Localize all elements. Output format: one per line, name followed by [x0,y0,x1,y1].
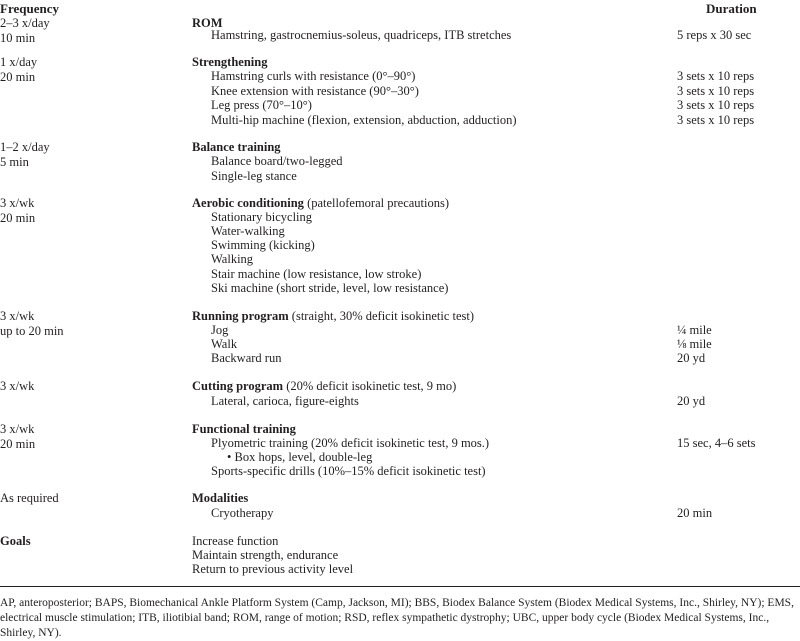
frequency-cell [0,309,180,339]
table-bottom-rule [0,586,800,587]
exercise-item: Multi-hip machine (flexion, extension, abduction, adduction) [211,113,517,127]
section-title: Balance training [192,140,281,154]
section-title: Strengthening [192,55,268,69]
duration-cell: 20 min [677,506,713,520]
frequency-line: 3 x/wk [0,309,35,323]
exercise-item: Single-leg stance [211,169,297,183]
exercise-sub-item: • Box hops, level, double-leg [227,450,373,464]
goal-item: Return to previous activity level [192,562,354,576]
exercise-item: Ski machine (short stride, level, low resistance) [211,281,449,295]
frequency-line: up to 20 min [0,324,64,338]
duration-cell: ⅛ mile [677,337,712,351]
frequency-cell [0,422,180,452]
exercise-item: Backward run [211,351,282,365]
section-title: Aerobic conditioning (patellofemoral precautions) [192,196,450,210]
exercise-item: Knee extension with resistance (90°–30°) [211,84,419,98]
duration-cell: 15 sec, 4–6 sets [677,436,756,450]
frequency-line: 20 min [0,70,36,84]
duration-cell: 20 yd [677,394,706,408]
exercise-item: Walk [211,337,238,351]
section-title: ROM [192,16,223,30]
frequency-cell [0,491,180,506]
frequency-cell [0,140,180,170]
exercise-item: Plyometric training (20% deficit isokinetic test, 9 mos.) [211,436,490,450]
frequency-line: As required [0,491,59,505]
exercise-item: Water-walking [211,224,285,238]
abbreviation-footnote: AP, anteroposterior; BAPS, Biomechanical Ankle Platform System (Camp, Jackson, MI); BBS, Biodex Balance System (Biodex Medical Systems, Inc., Shirley, NY); EMS, electrical muscle stimulation; ITB, iliotibial band; ROM, range of motion; RSD, reflex sympathetic dystrophy; UBC, upper body cycle (Biodex Medical Systems, Inc., Shirley, NY). [0,597,794,639]
exercise-item: Sports-specific drills (10%–15% deficit isokinetic test) [211,464,486,478]
exercise-item: Stair machine (low resistance, low stroke) [211,267,422,281]
frequency-line: 20 min [0,437,36,451]
frequency-cell [0,55,180,85]
column-header-duration: Duration [706,1,757,16]
section-title: Functional training [192,422,296,436]
duration-cell: ¼ mile [677,323,712,337]
exercise-item: Lateral, carioca, figure-eights [211,394,359,408]
frequency-cell [0,379,180,394]
duration-cell: 3 sets x 10 reps [677,113,755,127]
duration-cell: 3 sets x 10 reps [677,98,755,112]
exercise-item: Hamstring curls with resistance (0°–90°) [211,69,416,83]
duration-cell: 3 sets x 10 reps [677,69,755,83]
exercise-item: Cryotherapy [211,506,274,520]
exercise-item: Stationary bicycling [211,210,313,224]
frequency-line: 3 x/wk [0,196,35,210]
goals-label-cell [0,534,180,549]
exercise-item: Jog [211,323,229,337]
exercise-item: Walking [211,252,254,266]
frequency-line: 1–2 x/day [0,140,50,154]
duration-cell: 20 yd [677,351,706,365]
exercise-item: Balance board/two-legged [211,154,343,168]
frequency-line: 1 x/day [0,55,38,69]
exercise-item: Hamstring, gastrocnemius-soleus, quadriceps, ITB stretches [211,28,512,42]
frequency-line: 3 x/wk [0,422,35,436]
section-title: Running program (straight, 30% deficit isokinetic test) [192,309,475,323]
exercise-item: Leg press (70°–10°) [211,98,312,112]
section-title: Modalities [192,491,249,505]
frequency-cell [0,196,180,226]
frequency-line: 20 min [0,211,36,225]
frequency-line: 5 min [0,155,29,169]
goal-item: Maintain strength, endurance [192,548,339,562]
exercise-item: Swimming (kicking) [211,238,315,252]
duration-cell: 3 sets x 10 reps [677,84,755,98]
column-header-frequency: Frequency [0,1,59,16]
section-title: Cutting program (20% deficit isokinetic test, 9 mo) [192,379,457,393]
goals-label: Goals [0,534,31,548]
frequency-line: 2–3 x/day [0,16,50,30]
duration-cell: 5 reps x 30 sec [677,28,752,42]
frequency-line: 3 x/wk [0,379,35,393]
goal-item: Increase function [192,534,279,548]
frequency-line: 10 min [0,31,36,45]
frequency-cell [0,16,180,46]
